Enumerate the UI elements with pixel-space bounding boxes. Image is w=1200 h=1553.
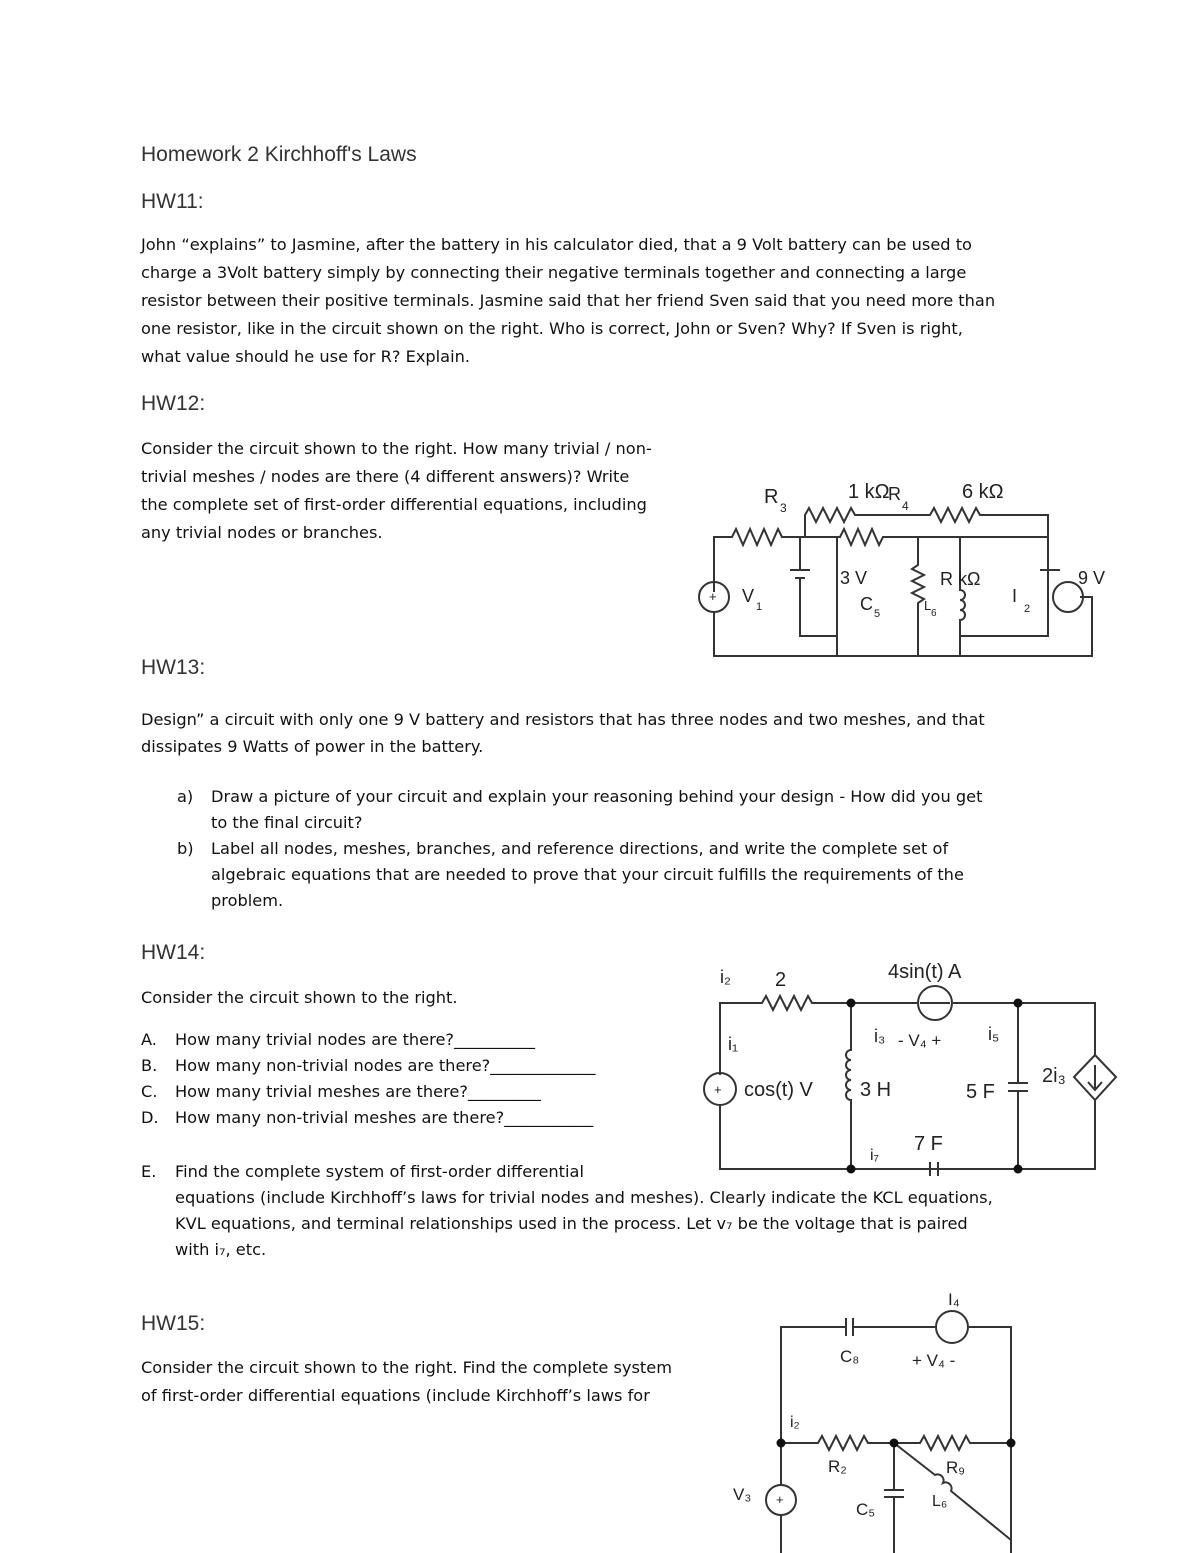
- label-i2-sub: 2: [1024, 603, 1031, 615]
- label-r3-sub: 3: [780, 501, 787, 515]
- text-line: any trivial nodes or branches.: [141, 523, 383, 542]
- item-line: to the final circuit?: [211, 813, 363, 832]
- question-marker: B.: [141, 1056, 158, 1075]
- label-4sin: 4sin(t) A: [888, 961, 962, 983]
- hw15-text: [141, 1354, 672, 1410]
- node-dot: [1014, 1165, 1023, 1174]
- node-dot: [847, 999, 856, 1008]
- label-i2: I: [1012, 586, 1018, 606]
- hw12-heading: HW12:: [141, 392, 206, 415]
- part-e-line: KVL equations, and terminal relationships used in the process. Let v₇ be the voltage that is paired: [175, 1214, 968, 1233]
- hw13-item-a: [177, 784, 982, 836]
- item-line: algebraic equations that are needed to prove that your circuit fulfills the requirements of the: [211, 865, 964, 884]
- question-marker: A.: [141, 1030, 157, 1049]
- hw14-circuit: [704, 961, 1116, 1176]
- label-1k: 1 kΩ: [848, 481, 890, 503]
- dependent-arrow: [1088, 1065, 1102, 1090]
- label-i2: i₂: [720, 967, 731, 987]
- node-dot: [777, 1439, 786, 1448]
- hw14-heading: HW14:: [141, 941, 206, 964]
- label-r-kohm: R kΩ: [940, 569, 981, 589]
- text-line: what value should he use for R? Explain.: [141, 347, 470, 366]
- part-e-line: equations (include Kirchhoff’s laws for trivial nodes and meshes). Clearly indicate the KCL equations,: [175, 1188, 993, 1207]
- label-l6: L: [924, 598, 932, 613]
- page-title: Homework 2 Kirchhoff's Laws: [141, 143, 417, 166]
- resistor-r-mid: [912, 537, 924, 656]
- text-line: of first-order differential equations (include Kirchhoff’s laws for: [141, 1386, 650, 1405]
- text-line: Design” a circuit with only one 9 V battery and resistors that has three nodes and two meshes, and that: [141, 710, 985, 729]
- hw14-part-e: [141, 1159, 993, 1263]
- label-3h: 3 H: [860, 1079, 892, 1101]
- label-3v: 3 V: [840, 568, 868, 588]
- text-line: John “explains” to Jasmine, after the battery in his calculator died, that a 9 Volt battery can be used to: [141, 235, 972, 254]
- hw15-circuit: [733, 1290, 1016, 1553]
- item-marker: b): [177, 839, 194, 858]
- label-v1: V: [742, 586, 755, 606]
- hw13-text: [141, 706, 985, 760]
- text-line: Consider the circuit shown to the right. Find the complete system: [141, 1358, 672, 1377]
- label-l6-sub: 6: [931, 608, 937, 619]
- label-5f: 5 F: [966, 1081, 995, 1103]
- text-line: resistor between their positive terminals. Jasmine said that her friend Sven said that you need more than: [141, 291, 996, 310]
- text-line: charge a 3Volt battery simply by connecting their negative terminals together and connecting a large: [141, 263, 967, 282]
- label-9v: 9 V: [1078, 568, 1106, 588]
- question-c: How many trivial meshes are there?_________: [175, 1082, 541, 1101]
- label-c5: C₅: [856, 1500, 876, 1519]
- item-line: problem.: [211, 891, 284, 910]
- battery-left: [790, 537, 837, 636]
- label-i7: i₇: [870, 1147, 880, 1164]
- hw14-intro: Consider the circuit shown to the right.: [141, 988, 458, 1007]
- wire-bottom: [714, 597, 1092, 656]
- label-r4: R: [888, 484, 901, 504]
- hw13-heading: HW13:: [141, 656, 206, 679]
- node-dot: [1007, 1439, 1016, 1448]
- hw13-item-b: [177, 836, 964, 914]
- plus-sign: +: [776, 1492, 784, 1507]
- label-r3: R: [764, 486, 779, 508]
- label-i3: i₃: [874, 1026, 886, 1046]
- item-line: Draw a picture of your circuit and explain your reasoning behind your design - How did you get: [211, 787, 983, 806]
- resistor-r3: [714, 529, 805, 592]
- question-a: How many trivial nodes are there?__________: [175, 1030, 535, 1049]
- question-d: How many non-trivial meshes are there?___________: [175, 1108, 594, 1127]
- question-b: How many non-trivial nodes are there?_____________: [175, 1056, 596, 1075]
- question-marker: E.: [141, 1162, 157, 1181]
- label-r4-sub: 4: [902, 499, 909, 513]
- label-i1: i₁: [728, 1034, 739, 1054]
- label-v3: V₃: [733, 1485, 752, 1504]
- capacitor-5f: [1008, 1003, 1028, 1169]
- label-c5: C: [860, 594, 873, 614]
- label-l6: L₆: [932, 1493, 948, 1510]
- plus-sign: +: [709, 589, 717, 604]
- label-r2: R₂: [828, 1457, 847, 1476]
- wire-top: [781, 1327, 1011, 1485]
- node-dot: [890, 1439, 899, 1448]
- item-line: Label all nodes, meshes, branches, and reference directions, and write the complete set of: [211, 839, 949, 858]
- label-7f: 7 F: [914, 1133, 943, 1155]
- label-r2: 2: [775, 969, 787, 991]
- resistor-2: [720, 996, 851, 1075]
- part-e-line: Find the complete system of first-order differential: [175, 1162, 584, 1181]
- text-line: one resistor, like in the circuit shown on the right. Who is correct, John or Sven? Why? If Sven is right,: [141, 319, 963, 338]
- hw14-questions: [141, 1027, 595, 1131]
- label-i2: i₂: [790, 1414, 800, 1431]
- label-v4: + V₄ -: [912, 1351, 956, 1370]
- resistors-middle: [781, 1436, 1011, 1553]
- text-line: the complete set of first-order differential equations, including: [141, 495, 647, 514]
- current-source-i4: [936, 1311, 968, 1343]
- text-line: trivial meshes / nodes are there (4 different answers)? Write: [141, 467, 630, 486]
- plus-sign: +: [714, 1082, 722, 1097]
- label-cos: cos(t) V: [744, 1079, 813, 1101]
- inductor-l6: [960, 537, 965, 656]
- hw11-heading: HW11:: [141, 190, 204, 213]
- text-line: Consider the circuit shown to the right. How many trivial / non-: [141, 439, 652, 458]
- part-e-line: with i₇, etc.: [175, 1240, 267, 1259]
- resistor-r4: [805, 529, 1048, 545]
- label-2i3: 2i₃: [1042, 1065, 1066, 1087]
- question-marker: D.: [141, 1108, 159, 1127]
- text-line: dissipates 9 Watts of power in the battery.: [141, 737, 484, 756]
- label-i5: i₅: [988, 1024, 1000, 1044]
- question-marker: C.: [141, 1082, 158, 1101]
- hw15-heading: HW15:: [141, 1312, 206, 1335]
- label-r9: R₉: [946, 1458, 966, 1477]
- capacitor-c8: [846, 1318, 853, 1336]
- capacitor-c5: [884, 1443, 904, 1553]
- label-i4: I₄: [948, 1290, 960, 1309]
- node-dot: [1014, 999, 1023, 1008]
- label-v1-sub: 1: [756, 601, 763, 613]
- label-6k: 6 kΩ: [962, 481, 1004, 503]
- inductor-3h: [846, 1003, 851, 1169]
- label-c8: C₈: [840, 1347, 860, 1366]
- hw12-circuit: [699, 481, 1105, 656]
- item-marker: a): [177, 787, 194, 806]
- label-v4: - V₄ +: [898, 1031, 942, 1050]
- label-c5-sub: 5: [874, 608, 881, 620]
